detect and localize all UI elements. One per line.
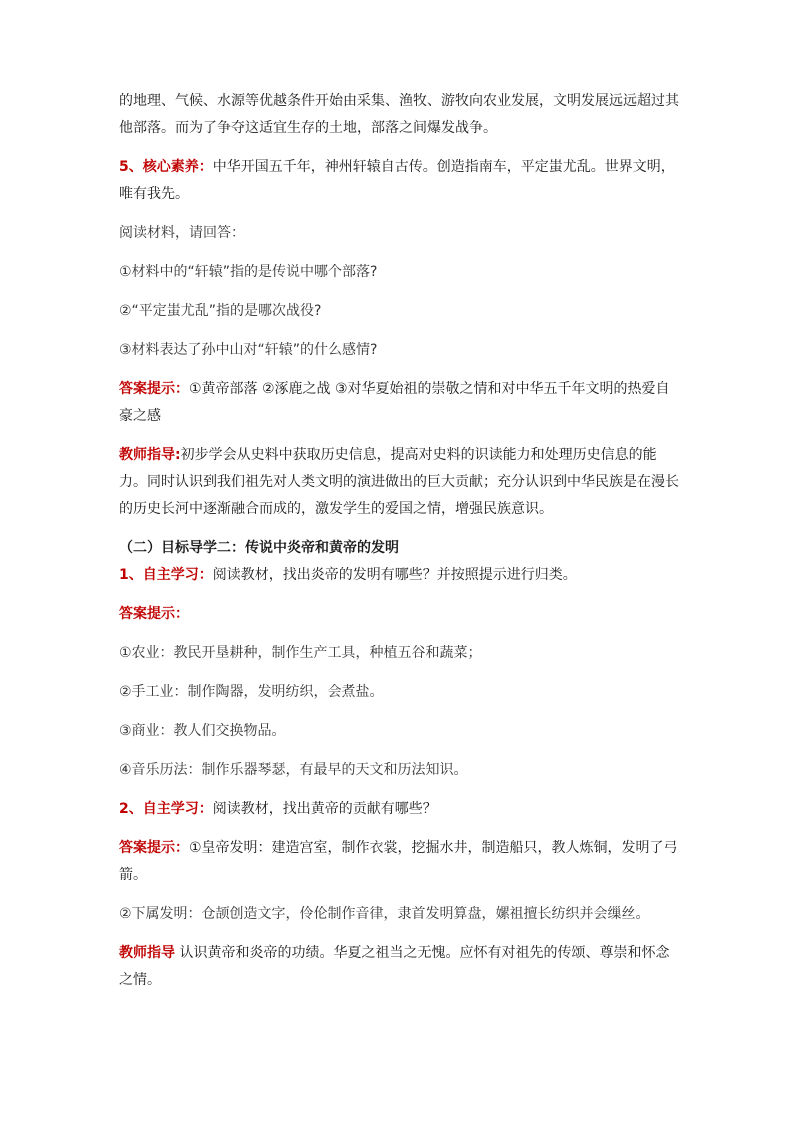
list-item-handicraft [119,679,679,706]
question-3-text: ③材料表达了孙中山对“轩辕”的什么感情? [119,342,378,358]
paragraph-teacher-guide-1 [119,442,679,523]
document-page [119,88,679,994]
paragraph-self-study-1 [119,562,679,589]
intro-text: 的地理、气候、水源等优越条件开始由采集、渔牧、游牧向农业发展，文明发展远远超过其他部落。而为了争夺这适宜生存的土地，部落之间爆发战争。 [119,93,679,136]
paragraph-answer-hint-3 [119,835,679,889]
subordinate-inventions-text: ②下属发明：仓颉创造文字，伶伦制作音律，隶首发明算盘，嫘祖擅长纺织并会缫丝。 [119,906,650,922]
question-1-text: ①材料中的“轩辕”指的是传说中哪个部落? [119,264,378,280]
question-2 [119,298,679,325]
paragraph-answer-hint-2 [119,601,679,628]
self-study-2-text: 阅读教材，找出黄帝的贡献有哪些？ [212,801,437,817]
question-2-text: ②“平定蚩尤乱”指的是哪次战役? [119,303,322,319]
paragraph-teacher-guide-2 [119,940,679,994]
music-calendar-text: ④音乐历法：制作乐器琴瑟，有最早的天文和历法知识。 [119,762,468,778]
answer-hint-2-label: 答案提示： [119,606,189,622]
handicraft-text: ②手工业：制作陶器，发明纺织，会煮盐。 [119,684,384,700]
answer-hint-text: ①黄帝部落 ②涿鹿之战 ③对华夏始祖的崇敬之情和对中华五千年文明的热爱自豪之感 [119,381,670,424]
section-heading-text: （二）目标导学二：传说中炎帝和黄帝的发明 [119,540,399,556]
answer-hint-3-text: ①皇帝发明：建造宫室，制作衣裳，挖掘水井，制造船只，教人炼铜，发明了弓箭。 [119,840,678,883]
question-1 [119,259,679,286]
list-item-commerce [119,718,679,745]
question-3 [119,337,679,364]
commerce-text: ③商业：教人们交换物品。 [119,723,286,739]
paragraph-core-literacy [119,154,679,208]
agriculture-text: ①农业：教民开垦耕种，制作生产工具，种植五谷和蔬菜； [119,645,482,661]
teacher-guide-text: 初步学会从史料中获取历史信息，提高对史料的识读能力和处理历史信息的能力。同时认识到我们祖先对人类文明的演进做出的巨大贡献；充分认识到中华民族是在漫长的历史长河中逐渐融合而成的，激发学生的爱国之情，增强民族意识。 [119,447,679,517]
paragraph-read-material [119,220,679,247]
self-study-2-label: 2、自主学习： [119,801,213,817]
self-study-1-label: 1、自主学习： [119,567,213,583]
core-literacy-text: 中华开国五千年，神州轩辕自古传。创造指南车，平定蚩尤乱。世界文明，唯有我先。 [119,159,675,202]
section-heading-goal-2 [119,535,679,562]
teacher-guide-2-text: 认识黄帝和炎帝的功绩。华夏之祖当之无愧。应怀有对祖先的传颂、尊崇和怀念之情。 [119,945,670,988]
teacher-guide-label: 教师指导: [119,447,181,463]
list-item-music-calendar [119,757,679,784]
list-item-agriculture [119,640,679,667]
paragraph-self-study-2 [119,796,679,823]
teacher-guide-2-label: 教师指导 [119,945,175,961]
core-literacy-label: 5、核心素养： [119,159,213,175]
paragraph-subordinate-inventions [119,901,679,928]
answer-hint-3-label: 答案提示： [119,840,189,856]
read-material-text: 阅读材料，请回答： [119,225,245,241]
answer-hint-label: 答案提示： [119,381,189,397]
self-study-1-text: 阅读教材，找出炎帝的发明有哪些？并按照提示进行归类。 [212,567,577,583]
paragraph-answer-hint-1 [119,376,679,430]
paragraph-intro [119,88,679,142]
